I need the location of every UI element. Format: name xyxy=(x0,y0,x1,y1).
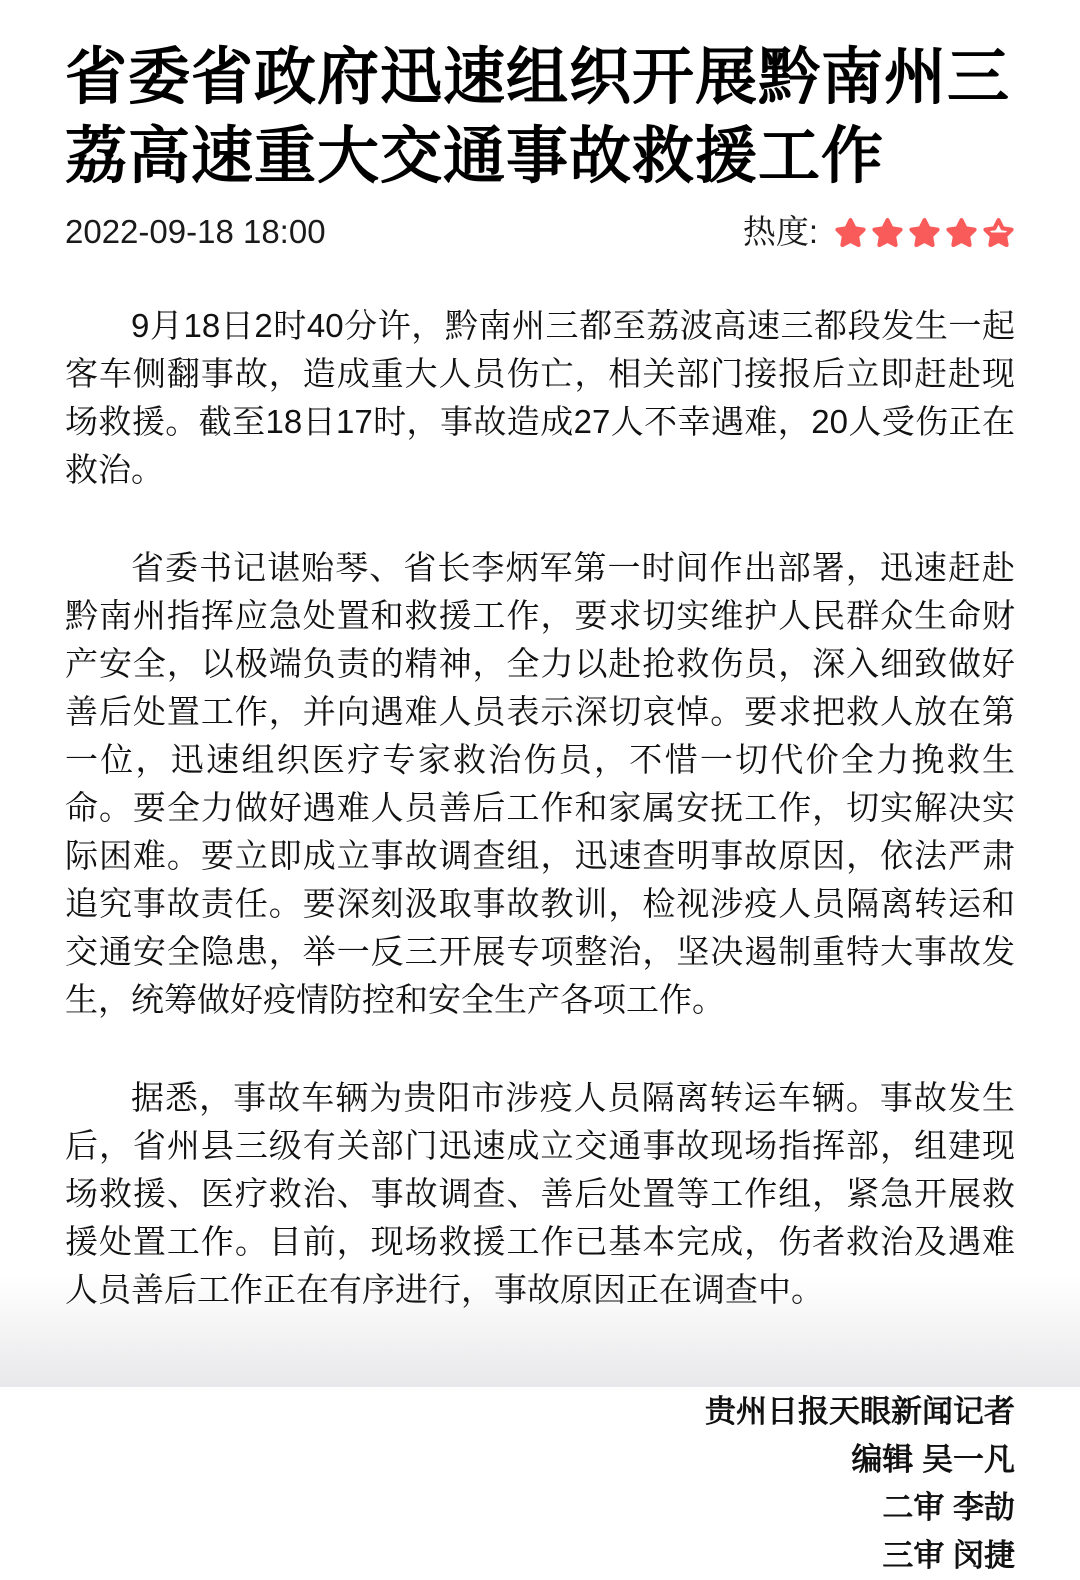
paragraph-1: 9月18日2时40分许，黔南州三都至荔波高速三都段发生一起客车侧翻事故，造成重大人员伤亡，相关部门接报后立即赶赴现场救援。截至18日17时，事故造成27人不幸遇难，20人受伤正在救治。 xyxy=(65,307,1015,488)
star-icon xyxy=(945,216,978,249)
article-credits xyxy=(65,1388,1015,1580)
star-icon xyxy=(908,216,941,249)
paragraph-3: 据悉，事故车辆为贵阳市涉疫人员隔离转运车辆。事故发生后，省州县三级有关部门迅速成立交通事故现场指挥部，组建现场救援、医疗救治、事故调查、善后处置等工作组，紧急开展救援处置工作。目前，现场救援工作已基本完成，伤者救治及遇难人员善后工作正在有序进行，事故原因正在调查中。 xyxy=(65,1079,1015,1308)
star-icon xyxy=(982,216,1015,249)
publish-date: 2022-09-18 18:00 xyxy=(65,213,326,250)
star-icon xyxy=(871,216,904,249)
credit-reporter: 贵州日报天眼新闻记者 xyxy=(705,1394,1015,1429)
article-body xyxy=(65,302,1015,1314)
credit-editor: 编辑 吴一凡 xyxy=(851,1442,1015,1477)
meta-row xyxy=(65,212,1015,252)
paragraph-2: 省委书记谌贻琴、省长李炳军第一时间作出部署，迅速赶赴黔南州指挥应急处置和救援工作，要求切实维护人民群众生命财产安全，以极端负责的精神，全力以赴抢救伤员，深入细致做好善后处置工作，并向遇难人员表示深切哀悼。要求把救人放在第一位，迅速组织医疗专家救治伤员，不惜一切代价全力挽救生命。要全力做好遇难人员善后工作和家属安抚工作，切实解决实际困难。要立即成立事故调查组，迅速查明事故原因，依法严肃追究事故责任。要深刻汲取事故教训，检视涉疫人员隔离转运和交通安全隐患，举一反三开展专项整治，坚决遏制重特大事故发生，统筹做好疫情防控和安全生产各项工作。 xyxy=(65,549,1015,1018)
heat-rating xyxy=(743,212,1015,252)
article-title: 省委省政府迅速组织开展黔南州三荔高速重大交通事故救援工作 xyxy=(65,43,1011,191)
heat-label: 热度: xyxy=(742,213,818,250)
credit-third-review: 三审 闵捷 xyxy=(882,1538,1015,1573)
credit-second-review: 二审 李劼 xyxy=(882,1490,1015,1525)
star-icon xyxy=(834,216,867,249)
star-rating xyxy=(834,216,1015,249)
